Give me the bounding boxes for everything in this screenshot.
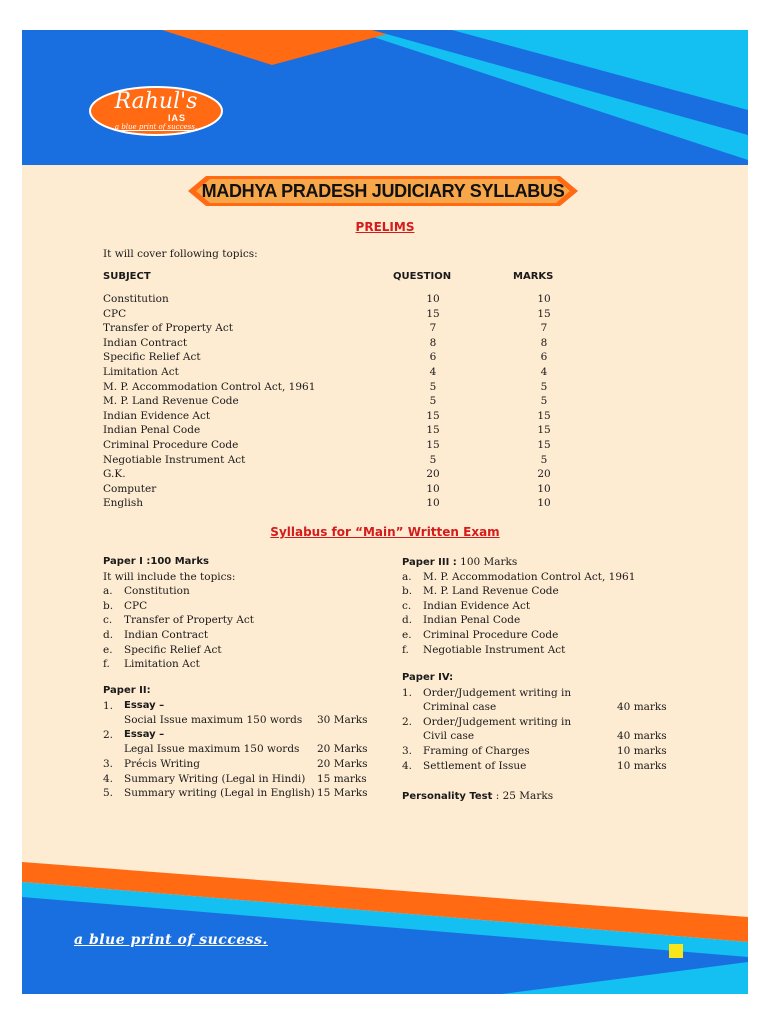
subject-cell: Indian Contract bbox=[103, 336, 188, 349]
page-title-banner bbox=[188, 176, 578, 206]
list-item-detail bbox=[402, 729, 692, 744]
list-item bbox=[103, 657, 403, 672]
list-marker: d. bbox=[103, 629, 114, 641]
question-cell: 8 bbox=[429, 336, 437, 349]
list-marker: 1. bbox=[103, 699, 114, 712]
question-cell: 5 bbox=[429, 380, 437, 393]
list-item bbox=[103, 643, 403, 658]
list-text: Specific Relief Act bbox=[124, 643, 222, 656]
subject-cell: M. P. Accommodation Control Act, 1961 bbox=[103, 380, 316, 393]
table-row bbox=[103, 438, 563, 453]
marks-cell: 10 bbox=[537, 293, 551, 305]
subject-cell: Indian Penal Code bbox=[103, 424, 201, 437]
subject-cell: CPC bbox=[103, 307, 127, 320]
table-row bbox=[103, 380, 563, 395]
list-marker: f. bbox=[402, 643, 409, 656]
list-item bbox=[103, 786, 393, 801]
marks-cell: 7 bbox=[540, 322, 548, 335]
subject-cell: M. P. Land Revenue Code bbox=[103, 395, 239, 408]
list-text: Criminal case bbox=[423, 701, 497, 714]
prelims-intro: It will cover following topics: bbox=[103, 248, 258, 260]
list-item bbox=[103, 728, 393, 743]
table-row bbox=[103, 496, 563, 511]
header-question: QUESTION bbox=[393, 271, 452, 282]
subject-cell: Limitation Act bbox=[103, 366, 179, 378]
list-text: Indian Contract bbox=[124, 629, 209, 641]
table-row bbox=[103, 307, 563, 322]
list-marker: 2. bbox=[402, 715, 413, 728]
question-cell: 15 bbox=[426, 424, 440, 437]
list-marks: 10 marks bbox=[617, 745, 667, 757]
list-text: Negotiable Instrument Act bbox=[423, 643, 566, 656]
page-title: MADHYA PRADESH JUDICIARY SYLLABUS bbox=[201, 181, 565, 201]
marks-cell: 15 bbox=[537, 307, 551, 320]
list-marker: 2. bbox=[103, 728, 114, 741]
question-cell: 7 bbox=[429, 322, 437, 335]
personality-label: Personality Test bbox=[402, 791, 493, 802]
list-item bbox=[103, 613, 403, 628]
marks-cell: 5 bbox=[540, 380, 548, 393]
list-marker: 4. bbox=[402, 759, 413, 772]
subject-cell: Computer bbox=[103, 482, 157, 495]
marks-cell: 5 bbox=[540, 453, 548, 466]
subject-cell: Indian Evidence Act bbox=[103, 409, 211, 422]
list-marks: 20 Marks bbox=[317, 743, 368, 756]
table-row bbox=[103, 336, 563, 351]
list-marks: 10 marks bbox=[617, 759, 667, 772]
list-text: Indian Evidence Act bbox=[423, 599, 531, 612]
list-marker: a. bbox=[103, 585, 113, 598]
list-marker: 3. bbox=[402, 745, 413, 757]
table-row bbox=[103, 482, 563, 497]
list-text: Transfer of Property Act bbox=[124, 614, 254, 627]
list-item bbox=[103, 757, 393, 772]
list-item bbox=[402, 613, 702, 628]
question-cell: 10 bbox=[426, 482, 440, 495]
bottom-banner bbox=[22, 862, 748, 994]
list-text: Limitation Act bbox=[124, 658, 200, 671]
question-cell: 15 bbox=[426, 439, 440, 451]
prelims-table-header bbox=[103, 270, 563, 285]
yellow-square bbox=[669, 944, 683, 958]
paper3-title bbox=[402, 555, 517, 571]
list-text: Legal Issue maximum 150 words bbox=[124, 743, 300, 756]
list-text: Civil case bbox=[423, 730, 475, 743]
list-marker: e. bbox=[103, 643, 113, 656]
list-marker: d. bbox=[402, 614, 413, 627]
list-marker: c. bbox=[402, 599, 412, 612]
personality-marks: : 25 Marks bbox=[492, 790, 554, 802]
personality-test bbox=[402, 789, 553, 805]
header-subject: SUBJECT bbox=[103, 271, 151, 282]
logo-tagline: a blue print of success. bbox=[114, 123, 198, 131]
question-cell: 15 bbox=[426, 307, 440, 320]
table-row bbox=[103, 423, 563, 438]
list-item bbox=[402, 599, 702, 614]
list-text: Framing of Charges bbox=[423, 745, 530, 757]
question-cell: 20 bbox=[426, 468, 440, 481]
table-row bbox=[103, 394, 563, 409]
list-text: Settlement of Issue bbox=[423, 759, 527, 772]
marks-cell: 10 bbox=[537, 482, 551, 495]
list-marker: 1. bbox=[402, 686, 413, 699]
list-item-detail bbox=[402, 700, 692, 715]
list-text: Social Issue maximum 150 words bbox=[124, 714, 303, 727]
table-row bbox=[103, 350, 563, 365]
subject-cell: Criminal Procedure Code bbox=[103, 439, 239, 451]
subject-cell: Negotiable Instrument Act bbox=[103, 453, 246, 466]
subject-cell: Transfer of Property Act bbox=[103, 322, 233, 335]
marks-cell: 15 bbox=[537, 439, 551, 451]
table-row bbox=[103, 409, 563, 424]
list-marker: f. bbox=[103, 658, 110, 671]
footer-tagline: a blue print of success. bbox=[74, 932, 268, 948]
syllabus-page bbox=[22, 30, 748, 994]
list-text: M. P. Accommodation Control Act, 1961 bbox=[423, 570, 636, 583]
list-marks: 15 Marks bbox=[317, 787, 368, 800]
table-row bbox=[103, 467, 563, 482]
list-item bbox=[402, 759, 692, 774]
list-item bbox=[402, 686, 692, 701]
question-cell: 4 bbox=[429, 366, 437, 378]
list-text: M. P. Land Revenue Code bbox=[423, 585, 559, 598]
subject-cell: G.K. bbox=[103, 468, 126, 481]
list-item-detail bbox=[103, 742, 393, 757]
logo-name: Rahul's bbox=[114, 89, 198, 114]
list-item-detail bbox=[103, 713, 393, 728]
question-cell: 10 bbox=[426, 293, 440, 305]
paper1-intro: It will include the topics: bbox=[103, 570, 236, 583]
paper3-title-rest: 100 Marks bbox=[456, 556, 518, 568]
list-marks: 40 marks bbox=[617, 730, 667, 743]
list-text: Order/Judgement writing in bbox=[423, 715, 572, 728]
subject-cell: Specific Relief Act bbox=[103, 351, 201, 364]
list-text: Indian Penal Code bbox=[423, 614, 521, 627]
list-marker: c. bbox=[103, 614, 113, 627]
list-item bbox=[402, 643, 702, 658]
list-label: Essay – bbox=[124, 728, 165, 740]
list-item bbox=[103, 584, 403, 599]
list-marks: 20 Marks bbox=[317, 758, 368, 770]
list-item bbox=[402, 744, 692, 759]
marks-cell: 4 bbox=[540, 366, 548, 378]
marks-cell: 15 bbox=[537, 409, 551, 422]
marks-cell: 6 bbox=[540, 351, 548, 364]
subject-cell: English bbox=[103, 497, 144, 510]
paper2-title: Paper II: bbox=[103, 685, 151, 696]
table-row bbox=[103, 292, 563, 307]
question-cell: 15 bbox=[426, 409, 440, 422]
marks-cell: 5 bbox=[540, 395, 548, 408]
mains-heading: Syllabus for “Main” Written Exam bbox=[270, 525, 500, 539]
marks-cell: 15 bbox=[537, 424, 551, 437]
list-text: Constitution bbox=[124, 585, 190, 598]
list-marks: 30 Marks bbox=[317, 714, 368, 727]
list-text: Précis Writing bbox=[124, 758, 201, 770]
question-cell: 6 bbox=[429, 351, 437, 364]
list-text: Criminal Procedure Code bbox=[423, 629, 559, 641]
logo-ias: IAS bbox=[168, 113, 187, 123]
list-item bbox=[402, 715, 692, 730]
marks-cell: 10 bbox=[537, 497, 551, 510]
list-marker: e. bbox=[402, 629, 412, 641]
question-cell: 10 bbox=[426, 497, 440, 510]
subject-cell: Constitution bbox=[103, 293, 169, 305]
list-label: Essay – bbox=[124, 699, 165, 711]
marks-cell: 8 bbox=[540, 336, 548, 349]
paper4-title: Paper IV: bbox=[402, 672, 454, 683]
list-item bbox=[402, 628, 702, 643]
list-text: Summary Writing (Legal in Hindi) bbox=[124, 772, 306, 785]
list-item bbox=[402, 584, 702, 599]
rahuls-ias-logo bbox=[88, 85, 224, 163]
list-item bbox=[103, 628, 403, 643]
list-marker: a. bbox=[402, 570, 412, 583]
paper3-title-bold: Paper III : bbox=[402, 557, 457, 568]
table-row bbox=[103, 453, 563, 468]
list-item bbox=[402, 570, 702, 585]
question-cell: 5 bbox=[429, 453, 437, 466]
list-marker: 5. bbox=[103, 787, 114, 800]
list-item bbox=[103, 772, 393, 787]
list-marker: b. bbox=[103, 599, 114, 612]
list-marker: 3. bbox=[103, 758, 114, 770]
list-item bbox=[103, 599, 403, 614]
list-marker: b. bbox=[402, 585, 413, 598]
list-text: CPC bbox=[124, 599, 148, 612]
list-text: Order/Judgement writing in bbox=[423, 686, 572, 699]
list-marks: 40 marks bbox=[617, 701, 667, 714]
header-marks: MARKS bbox=[513, 271, 554, 282]
list-marker: 4. bbox=[103, 772, 114, 785]
table-row bbox=[103, 365, 563, 380]
prelims-heading: PRELIMS bbox=[355, 220, 415, 234]
list-text: Summary writing (Legal in English) bbox=[124, 787, 315, 800]
paper1-title: Paper I :100 Marks bbox=[103, 556, 209, 567]
table-row bbox=[103, 321, 563, 336]
question-cell: 5 bbox=[429, 395, 437, 408]
list-item bbox=[103, 699, 393, 714]
marks-cell: 20 bbox=[537, 468, 551, 481]
list-marks: 15 marks bbox=[317, 772, 367, 785]
